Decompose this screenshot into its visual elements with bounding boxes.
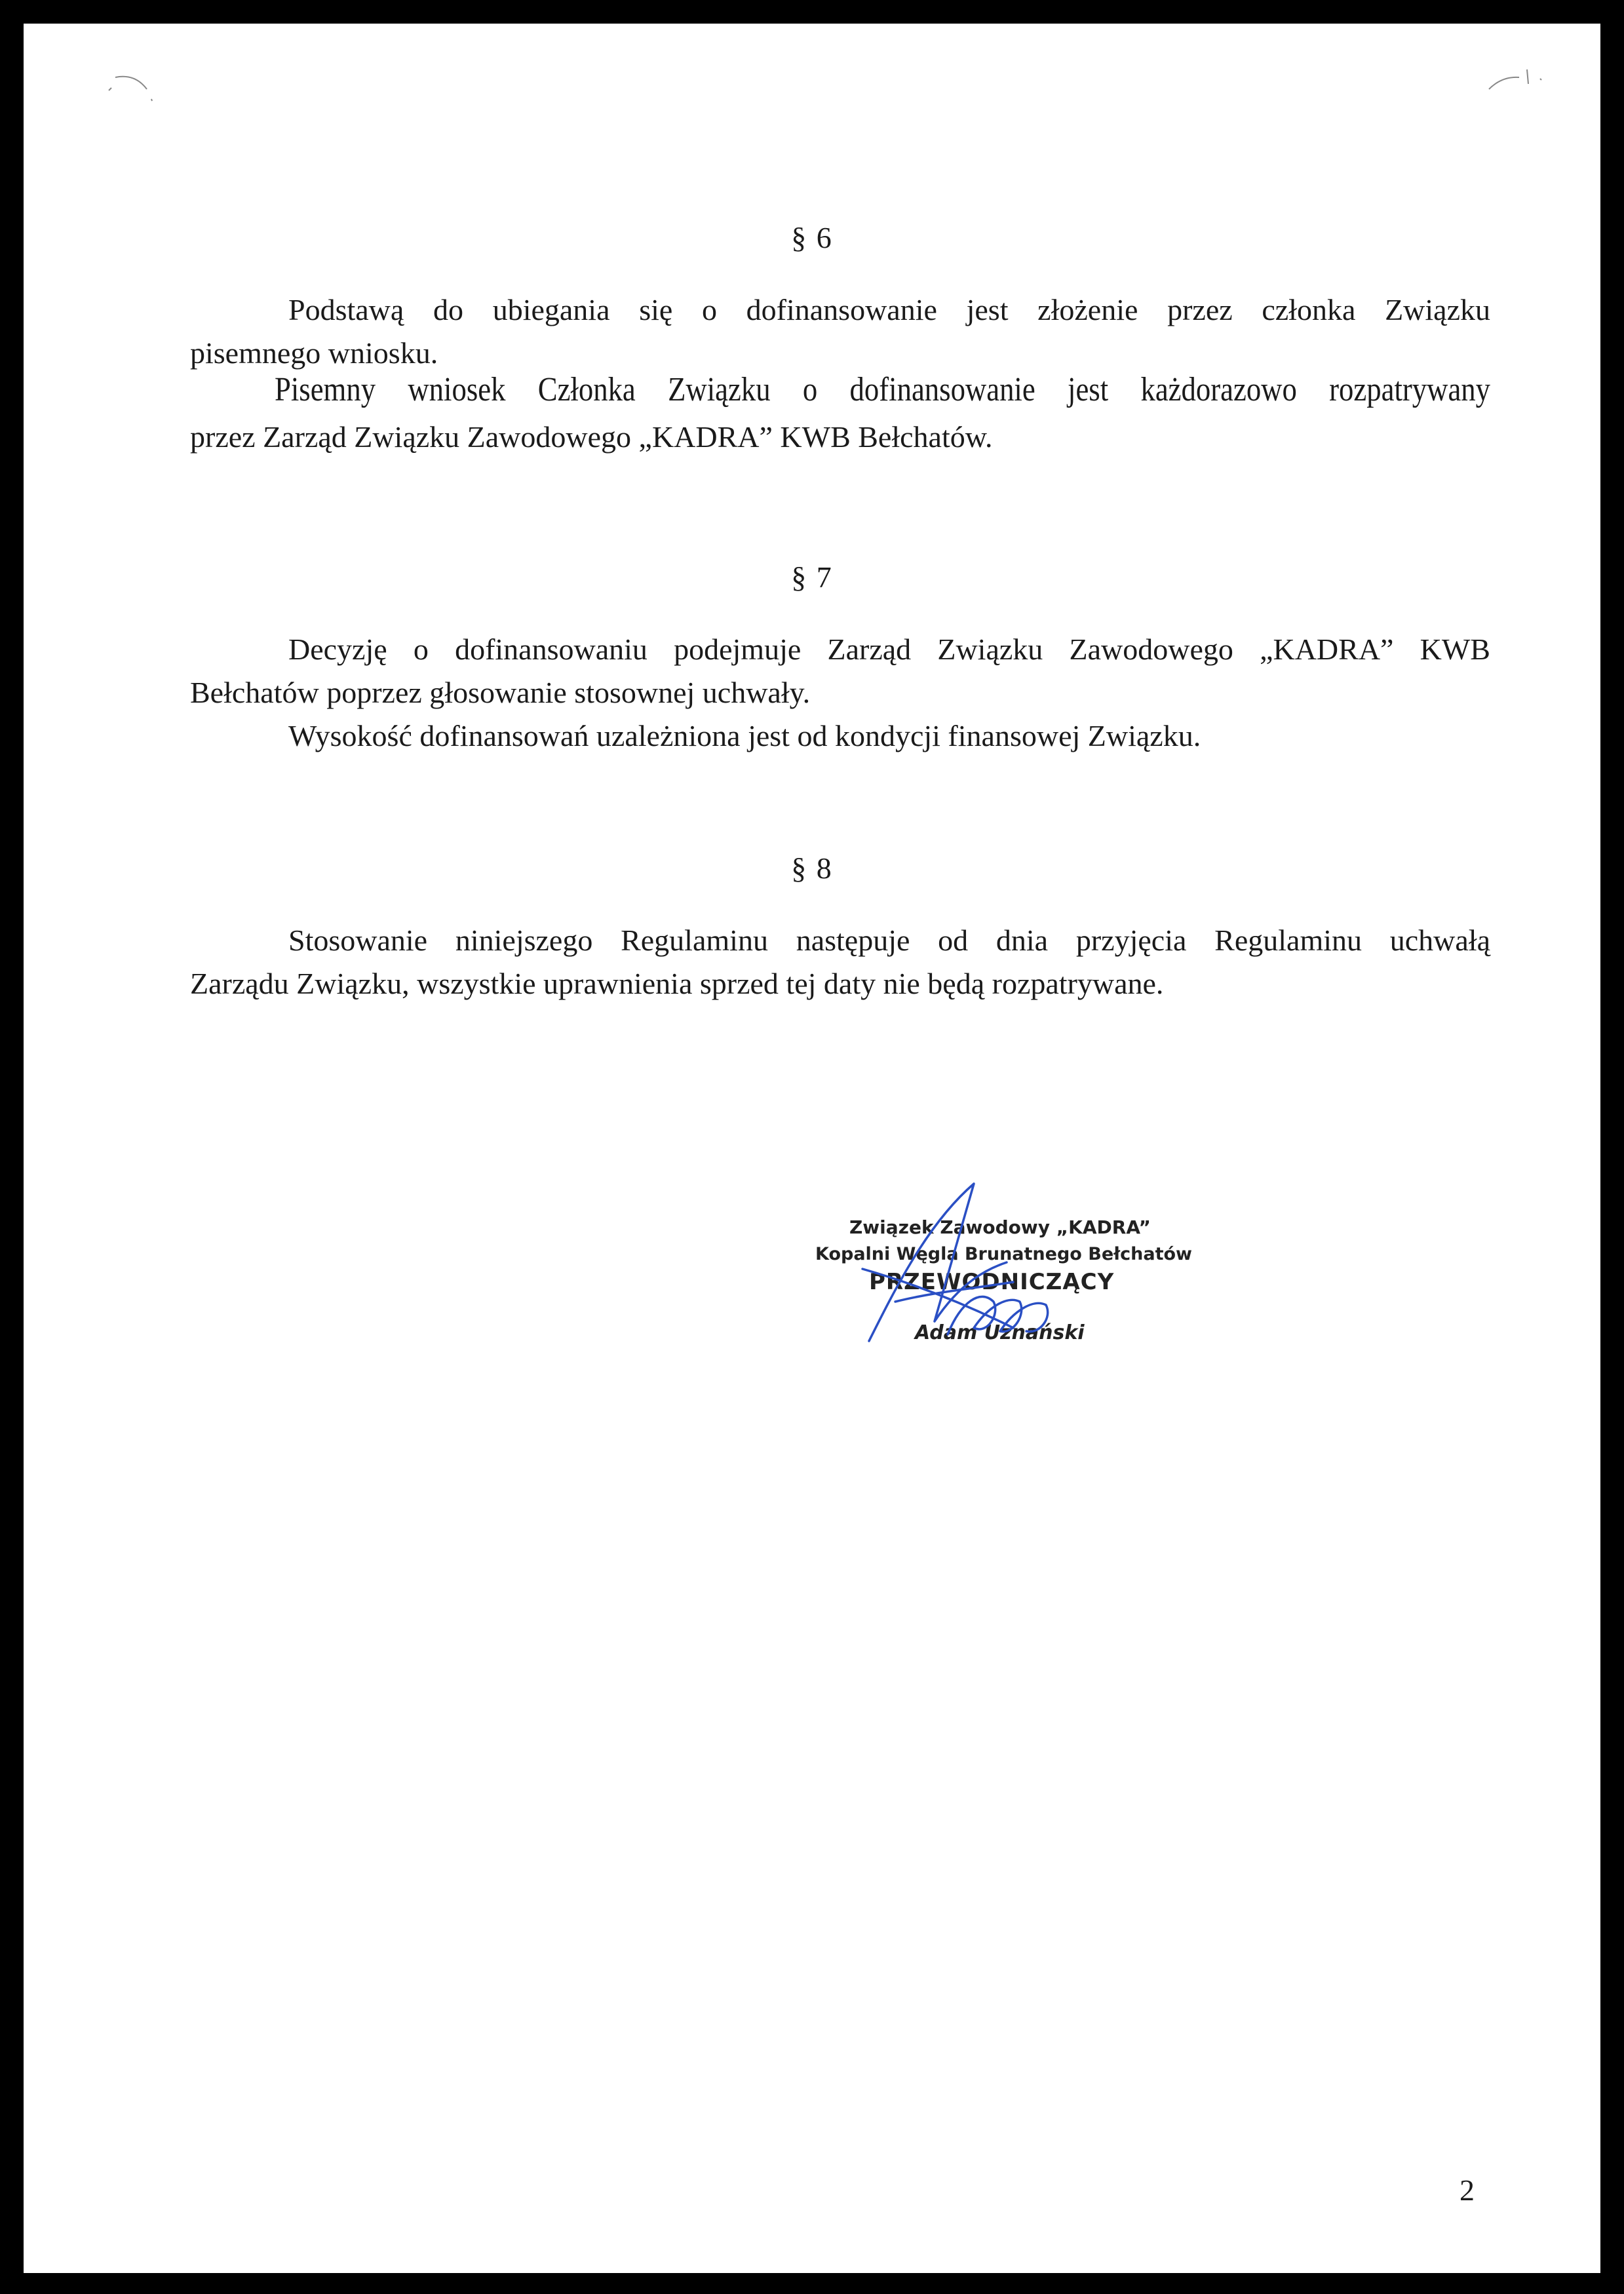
document-page — [24, 24, 1600, 2273]
scan-mark-top-right — [1482, 50, 1561, 102]
paragraph-6-1-line-2: pisemnego wniosku. — [190, 336, 438, 370]
scan-mark-top-left — [89, 63, 161, 102]
paragraph-8-1-line-1: Stosowanie niniejszego Regulaminu następuje od dnia przyjęcia Regulaminu uchwałą — [288, 923, 1490, 957]
stamp-title: PRZEWODNICZĄCY — [869, 1269, 1115, 1295]
paragraph-7-1-line-1: Decyzję o dofinansowaniu podejmuje Zarząd Związku Zawodowego „KADRA” KWB — [288, 632, 1490, 666]
handwritten-signature — [764, 1171, 1223, 1393]
paragraph-6-2-line-2: przez Zarząd Związku Zawodowego „KADRA” KWB Bełchatów. — [190, 420, 993, 454]
paragraph-7-1-line-2: Bełchatów poprzez głosowanie stosownej uchwały. — [190, 676, 811, 709]
stamp-mine-name: Kopalni Węgla Brunatnego Bełchatów — [815, 1244, 1193, 1264]
section-heading-6: § 6 — [791, 221, 833, 254]
paragraph-7-2-line-1: Wysokość dofinansowań uzależniona jest od kondycji finansowej Związku. — [288, 719, 1201, 752]
official-stamp — [764, 1171, 1223, 1393]
page-frame — [24, 24, 1600, 2273]
stamp-person-name: Adam Uznański — [915, 1321, 1085, 1344]
section-heading-7: § 7 — [791, 560, 833, 594]
page-number: 2 — [1460, 2173, 1475, 2207]
section-heading-8: § 8 — [791, 851, 833, 885]
stamp-organization: Związek Zawodowy „KADRA” — [849, 1216, 1151, 1238]
paragraph-8-1-line-2: Zarządu Związku, wszystkie uprawnienia sprzed tej daty nie będą rozpatrywane. — [190, 967, 1164, 1000]
paragraph-6-1-line-1: Podstawą do ubiegania się o dofinansowanie jest złożenie przez członka Związku — [288, 293, 1490, 326]
paragraph-6-2-line-1: Pisemny wniosek Członka Związku o dofinansowanie jest każdorazowo rozpatrywany — [275, 371, 1491, 408]
